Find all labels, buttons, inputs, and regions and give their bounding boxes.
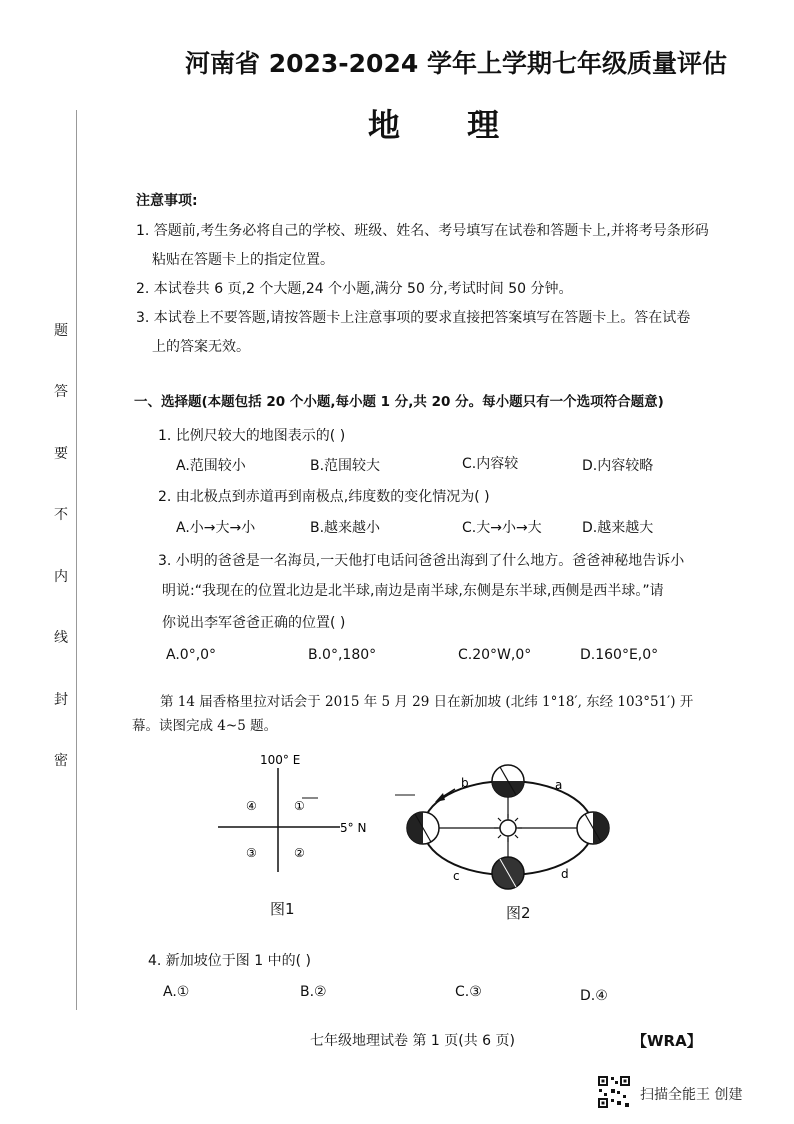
- option-c: C.③: [455, 984, 482, 1000]
- exam-title: 河南省 2023-2024 学年上学期七年级质量评估: [185, 49, 727, 78]
- question-stem: 2. 由北极点到赤道再到南极点,纬度数的变化情况为( ): [158, 489, 490, 505]
- earth-top: [492, 765, 524, 797]
- seal-char: 要: [54, 445, 68, 462]
- note-line: 粘贴在答题卡上的指定位置。: [152, 252, 334, 268]
- option-a: A.①: [163, 984, 190, 1000]
- fig2-label: b: [461, 776, 469, 790]
- option-b: B.范围较大: [310, 458, 381, 474]
- fig1-quadrant: ①: [294, 799, 305, 813]
- fig2-caption: 图2: [506, 904, 531, 922]
- note-line: 2. 本试卷共 6 页,2 个大题,24 个小题,满分 50 分,考试时间 50 分钟。: [136, 281, 573, 297]
- option-c: C.大→小→大: [462, 520, 542, 536]
- option-d: D.越来越大: [582, 520, 654, 536]
- option-a: A.范围较小: [176, 458, 246, 474]
- question-stem: 1. 比例尺较大的地图表示的( ): [158, 428, 346, 444]
- page-footer: 七年级地理试卷 第 1 页(共 6 页): [310, 1033, 515, 1049]
- fig1-quadrant: ③: [246, 846, 257, 860]
- note-line: 1. 答题前,考生务必将自己的学校、班级、姓名、考号填写在试卷和答题卡上,并将考号条形码: [136, 223, 709, 239]
- question-stem: 你说出李军爸爸正确的位置( ): [162, 615, 346, 631]
- question-stem: 4. 新加坡位于图 1 中的( ): [148, 953, 311, 969]
- figure-2: [395, 755, 635, 905]
- earth-bottom: [492, 857, 524, 889]
- option-a: A.0°,0°: [166, 647, 217, 663]
- note-line: 3. 本试卷上不要答题,请按答题卡上注意事项的要求直接把答案填写在答题卡上。答在试卷: [136, 310, 691, 326]
- binding-line: [76, 110, 77, 1010]
- passage-line: 幕。读图完成 4~5 题。: [132, 718, 278, 734]
- option-c: C.20°W,0°: [458, 647, 532, 663]
- subject-title: 地 理: [368, 106, 528, 144]
- option-d: D.内容较略: [582, 458, 654, 474]
- seal-char: 不: [54, 507, 68, 524]
- seal-char: 封: [54, 691, 68, 708]
- figure-1: [210, 750, 380, 890]
- qr-code-icon: [597, 1075, 631, 1109]
- question-stem: 明说:“我现在的位置北边是北半球,南边是南半球,东侧是东半球,西侧是西半球。”请: [162, 583, 664, 599]
- option-a: A.小→大→小: [176, 520, 256, 536]
- fig1-quadrant: ④: [246, 799, 257, 813]
- seal-char: 答: [54, 384, 68, 401]
- fig1-lon-label: 100° E: [260, 753, 301, 767]
- binding-margin: [46, 320, 76, 770]
- seal-char: 密: [54, 752, 68, 769]
- passage-line: 第 14 届香格里拉对话会于 2015 年 5 月 29 日在新加坡 (北纬 1°18′, 东经 103°51′) 开: [160, 694, 694, 710]
- option-d: D.160°E,0°: [580, 647, 659, 663]
- option-b: B.越来越小: [310, 520, 381, 536]
- fig2-label: a: [555, 778, 563, 792]
- seal-char: 内: [54, 568, 68, 585]
- seal-char: 线: [54, 630, 68, 647]
- question-stem: 3. 小明的爸爸是一名海员,一天他打电话问爸爸出海到了什么地方。爸爸神秘地告诉小: [158, 553, 685, 569]
- option-b: B.0°,180°: [308, 647, 377, 663]
- option-b: B.②: [300, 984, 327, 1000]
- notes-heading: 注意事项:: [136, 193, 198, 209]
- fig1-quadrant: ②: [294, 846, 305, 860]
- earth-right: [577, 812, 609, 844]
- scanner-watermark: 扫描全能王 创建: [640, 1087, 743, 1103]
- option-c: C.内容较: [462, 456, 519, 472]
- paper-code: 【WRA】: [632, 1032, 702, 1050]
- fig1-lat-label: 5° N: [340, 821, 367, 835]
- earth-left: [407, 812, 439, 844]
- fig2-label: c: [453, 869, 460, 883]
- seal-char: 题: [54, 323, 68, 339]
- section-title: 一、选择题(本题包括 20 个小题,每小题 1 分,共 20 分。每小题只有一个选项符合题意): [134, 394, 664, 410]
- fig1-caption: 图1: [270, 900, 295, 918]
- option-d: D.④: [580, 988, 608, 1004]
- note-line: 上的答案无效。: [152, 339, 250, 355]
- fig2-label: d: [561, 867, 569, 881]
